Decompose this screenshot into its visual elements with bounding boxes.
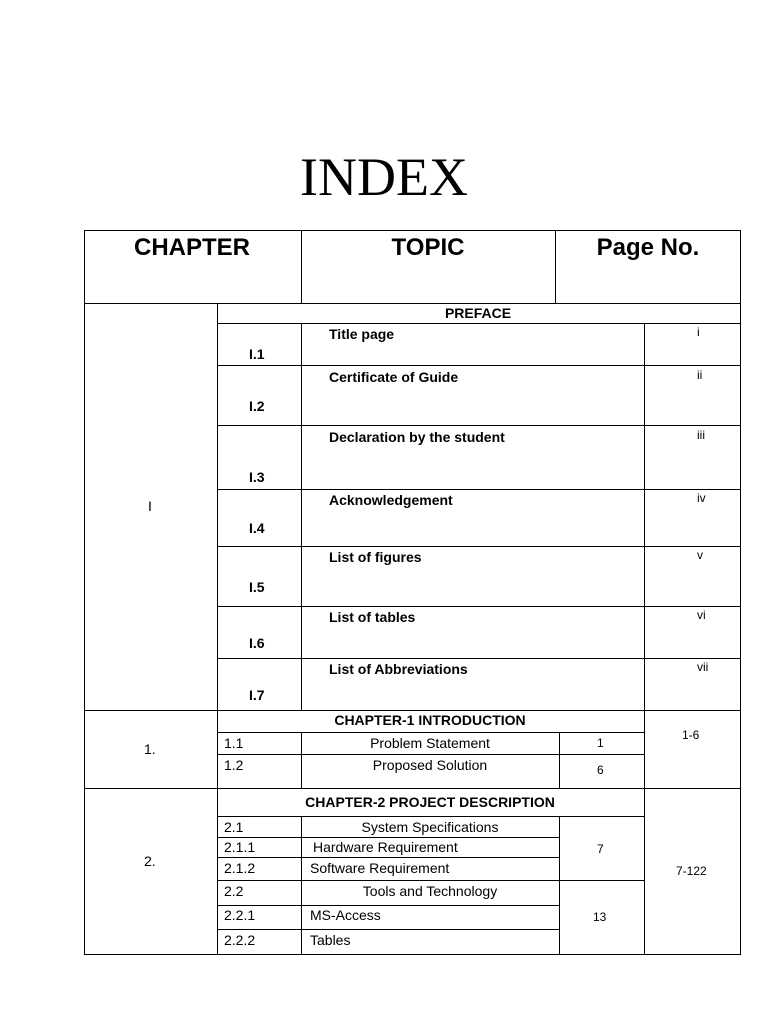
section-topic: List of figures [329, 549, 422, 565]
section-topic: MS-Access [310, 907, 381, 923]
page-number: iii [697, 428, 705, 442]
section-topic: Proposed Solution [372, 757, 488, 773]
section-topic: List of tables [329, 609, 416, 625]
section-number: 2.1.1 [224, 839, 256, 855]
section-number: I.6 [249, 635, 265, 651]
section-topic: Title page [329, 326, 395, 342]
page-range: 1-6 [682, 728, 700, 742]
page-number: vi [697, 608, 706, 622]
section-number: 2.1 [224, 819, 244, 835]
page-number: 7 [597, 842, 604, 856]
section-topic: List of Abbreviations [329, 661, 468, 677]
section-number: 2.2.2 [224, 932, 256, 948]
section-number: I.5 [249, 579, 265, 595]
section-number: 2.2 [224, 883, 244, 899]
page-range: 7-122 [676, 864, 707, 878]
page-title: INDEX [300, 147, 468, 207]
header-chapter: CHAPTER [133, 234, 251, 261]
page-number: v [697, 548, 703, 562]
section-topic: Tools and Technology [362, 883, 498, 899]
header-page-no: Page No. [596, 234, 700, 261]
section-topic: Tables [310, 932, 351, 948]
section-number: I.3 [249, 469, 265, 485]
page-number: i [697, 325, 700, 339]
section-heading: CHAPTER-1 INTRODUCTION [334, 712, 526, 728]
section-number: I.4 [249, 520, 265, 536]
section-topic: Problem Statement [370, 735, 490, 751]
section-topic: Certificate of Guide [329, 369, 459, 385]
section-number: 2.1.2 [224, 860, 256, 876]
section-topic: Hardware Requirement [313, 839, 458, 855]
section-heading: CHAPTER-2 PROJECT DESCRIPTION [305, 794, 555, 810]
section-number: I.1 [249, 346, 265, 362]
page-number: 13 [593, 910, 607, 924]
chapter-number: 1. [144, 741, 156, 757]
section-topic: System Specifications [361, 819, 499, 835]
section-heading: PREFACE [444, 305, 512, 321]
page-number: 6 [597, 763, 604, 777]
section-topic: Declaration by the student [329, 429, 505, 445]
section-number: 2.2.1 [224, 907, 256, 923]
header-topic: TOPIC [391, 234, 465, 261]
page-number: 1 [597, 736, 604, 750]
page-number: ii [697, 368, 703, 382]
section-number: 1.1 [224, 735, 244, 751]
page-number: iv [697, 491, 706, 505]
section-topic: Acknowledgement [329, 492, 453, 508]
section-number: I.2 [249, 398, 265, 414]
section-topic: Software Requirement [310, 860, 450, 876]
section-number: 1.2 [224, 757, 244, 773]
section-number: I.7 [249, 687, 265, 703]
chapter-number: 2. [144, 853, 156, 869]
page-number: vii [697, 660, 709, 674]
chapter-number: I [148, 498, 152, 514]
